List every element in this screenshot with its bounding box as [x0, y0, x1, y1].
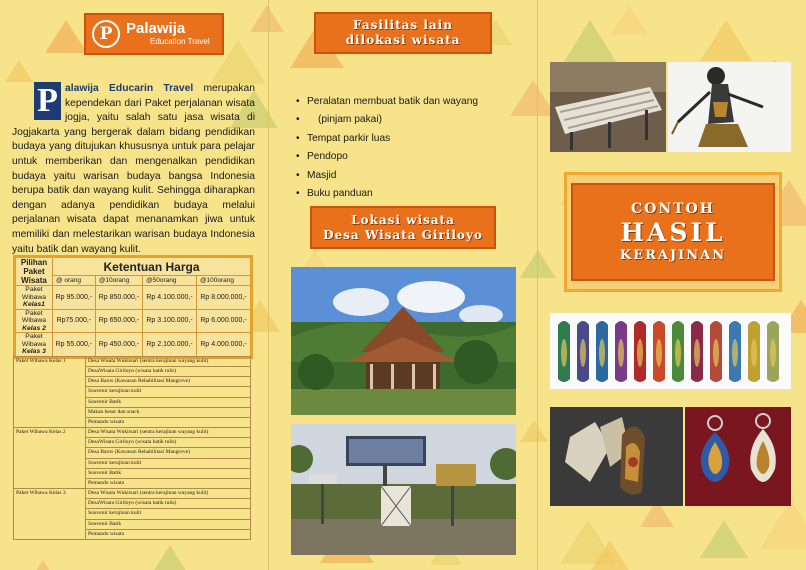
package-item-cell: Souvenir kerajinan kulit [86, 387, 251, 397]
table-row [14, 377, 251, 387]
package-name: Paket Wibawa [21, 286, 47, 301]
table-row [14, 458, 251, 468]
package-item-cell: Desa Wisata Wukirsari (sentra kerajinan wayang kulit) [86, 489, 251, 499]
price-cell: Rp 850.000,- [95, 286, 142, 310]
package-name-cell [14, 367, 86, 377]
facilities-heading [314, 12, 492, 54]
table-row [14, 448, 251, 458]
crafts-heading [571, 183, 775, 281]
price-col-package: Pilihan Paket Wisata [15, 257, 53, 286]
price-row [15, 333, 252, 358]
logo-mark: P [92, 20, 120, 48]
package-name-cell [14, 407, 86, 417]
table-row [14, 407, 251, 417]
package-item-cell: Souvenir Batik [86, 397, 251, 407]
package-name-cell [14, 478, 86, 488]
bookmark-motif [751, 339, 757, 367]
package-name-cell [14, 458, 86, 468]
package-item-cell: Pemandu wisata [86, 529, 251, 539]
table-row [14, 397, 251, 407]
bookmark-motif [637, 339, 643, 367]
intro-paragraph [12, 82, 255, 257]
package-item-cell: Souvenir kerajinan kulit [86, 509, 251, 519]
package-level: Kelas 2 [22, 324, 46, 332]
package-level: Kelas 3 [22, 348, 46, 355]
bookmark-motif [561, 339, 567, 367]
price-cell: Rp75.000,- [53, 309, 96, 333]
location-heading-line: Lokasi wisata [351, 212, 455, 227]
package-name-cell [14, 499, 86, 509]
price-cell: Rp 4.100.000,- [143, 286, 197, 310]
crafts-heading-line: HASIL [620, 218, 726, 247]
package-item-cell: DesaWisata Giriloyo (wisata batik tulis) [86, 367, 251, 377]
package-level: Kelas1 [23, 301, 45, 308]
facilities-heading-line: Fasilitas lain [353, 18, 453, 32]
table-row [14, 417, 251, 427]
table-row [14, 499, 251, 509]
bookmark-motif [656, 339, 662, 367]
list-item: • Pendopo [296, 148, 526, 166]
table-row [14, 428, 251, 438]
package-name-cell: Paket Wibawa Kelas 2 [14, 428, 86, 438]
package-name: Paket Wibawa [21, 309, 47, 324]
keychain-photo [685, 407, 791, 506]
package-name-cell [14, 438, 86, 448]
list-item: • Peralatan membuat batik dan wayang [296, 93, 526, 111]
price-cell: Rp 55.000,- [53, 333, 96, 358]
price-cell: Rp 95.000,- [53, 286, 96, 310]
table-row [14, 357, 251, 367]
package-item-cell: DesaWisata Giriloyo (wisata batik tulis) [86, 438, 251, 448]
table-row [14, 529, 251, 539]
table-row [14, 519, 251, 529]
price-subheader: @10orang [95, 276, 142, 286]
price-cell: Rp 450.000,- [95, 333, 142, 358]
dropcap: P [34, 82, 61, 120]
table-row [14, 438, 251, 448]
package-item-cell: Desa Baros (Kawasan Rehabilitasi Mangrove) [86, 448, 251, 458]
package-item-cell: DesaWisata Giriloyo (wisata batik tulis) [86, 499, 251, 509]
package-name-cell: Paket Wibawa Kelas 3 [14, 489, 86, 499]
package-item-cell: Souvenir Batik [86, 519, 251, 529]
price-cell: Rp 4.000.000,- [196, 333, 251, 358]
package-name-cell [14, 509, 86, 519]
list-item: • Masjid [296, 167, 526, 185]
price-cell: Rp 8.000.000,- [196, 286, 251, 310]
price-row [15, 286, 252, 310]
price-subheader: @ orang [53, 276, 96, 286]
crafts-heading-frame [564, 172, 782, 292]
package-item-cell: Makan besar dan snack [86, 407, 251, 417]
package-item-cell: Souvenir Batik [86, 468, 251, 478]
package-name-cell [14, 397, 86, 407]
package-item-cell: Souvenir kerajinan kulit [86, 458, 251, 468]
bookmarks-photo [550, 313, 791, 389]
bookmark-motif [732, 339, 738, 367]
panel-facilities [268, 0, 537, 570]
panel-about [0, 0, 268, 570]
package-name-cell [14, 387, 86, 397]
table-row [14, 509, 251, 519]
panel-crafts [537, 0, 806, 570]
price-subheader: @50orang [143, 276, 197, 286]
intro-lead: alawija Educarin Travel [65, 83, 194, 94]
price-row [15, 309, 252, 333]
package-item-cell: Desa Wisata Wukirsari (sentra kerajinan wayang kulit) [86, 428, 251, 438]
bookmark-motif [713, 339, 719, 367]
package-name-cell [14, 417, 86, 427]
location-heading-line: Desa Wisata Giriloyo [323, 227, 483, 242]
package-name-cell [14, 448, 86, 458]
package-name-cell [14, 519, 86, 529]
crafts-heading-line: KERAJINAN [619, 248, 727, 263]
pendopo-photo [291, 267, 516, 415]
facilities-heading-line: dilokasi wisata [345, 33, 461, 47]
bookmark-motif [599, 339, 605, 367]
list-item: • Buku panduan [296, 185, 526, 203]
table-row [14, 387, 251, 397]
package-name-cell [14, 529, 86, 539]
brand-name: Palawija [126, 20, 186, 37]
wayang-craft-photo [550, 407, 683, 506]
package-item-cell: Desa Baros (Kawasan Rehabilitasi Mangrove) [86, 377, 251, 387]
table-row [14, 468, 251, 478]
package-item-cell: Desa Wisata Wukirsari (sentra kerajinan wayang kulit) [86, 357, 251, 367]
price-cell: Rp 6.000.000,- [196, 309, 251, 333]
price-cell: Rp 3.100.000,- [143, 309, 197, 333]
price-table [13, 255, 253, 359]
bookmark-motif [770, 339, 776, 367]
facilities-list [296, 93, 526, 203]
table-row [14, 489, 251, 499]
list-item: • Tempat parkir luas [296, 130, 526, 148]
crafts-heading-line: CONTOH [631, 201, 715, 217]
wayang-puppet-photo [668, 62, 791, 152]
brand-logo [84, 13, 224, 55]
price-subheader: @100orang [196, 276, 251, 286]
price-cell: Rp 2.100.000,- [143, 333, 197, 358]
intro-body: merupakan kependekan dari Paket perjalanan wisata jogja, yaitu salah satu jasa wisata di Jogjakarta yang bergerak dalam bidang pendidikan budaya yang ditujukan khususnya untuk para pelajar untuk memberikan dan mengenalkan pendidikan budaya yaitu warisan budaya bangsa Indonesia berupa batik dan wayang kulit. Sehingga diharapkan dengan adanya pendidikan budaya melalui perjalanan wisata dapat menanamkan jiwa untuk memiliki dan melestarikan warisan budaya Indonesia yaitu batik dan wayang kulit. [12, 83, 255, 255]
location-heading [310, 206, 496, 249]
brand-subtitle: Education Travel [150, 37, 210, 46]
package-item-cell: Pemandu wisata [86, 417, 251, 427]
table-row [14, 367, 251, 377]
price-title: Ketentuan Harga [53, 257, 252, 276]
package-name-cell [14, 468, 86, 478]
table-row [14, 478, 251, 488]
bookmark-motif [694, 339, 700, 367]
bookmark-motif [618, 339, 624, 367]
village-gate-photo [291, 424, 516, 555]
list-item: • (pinjam pakai) [296, 111, 526, 129]
bookmark-motif [675, 339, 681, 367]
bookmark-motif [580, 339, 586, 367]
package-name-cell: Paket Wibawa Kelas 1 [14, 357, 86, 367]
package-item-cell: Pemandu wisata [86, 478, 251, 488]
package-detail-table [13, 356, 251, 540]
package-name: Paket Wibawa [21, 333, 47, 348]
batik-workshop-photo [550, 62, 666, 152]
price-cell: Rp 650.000,- [95, 309, 142, 333]
package-name-cell [14, 377, 86, 387]
